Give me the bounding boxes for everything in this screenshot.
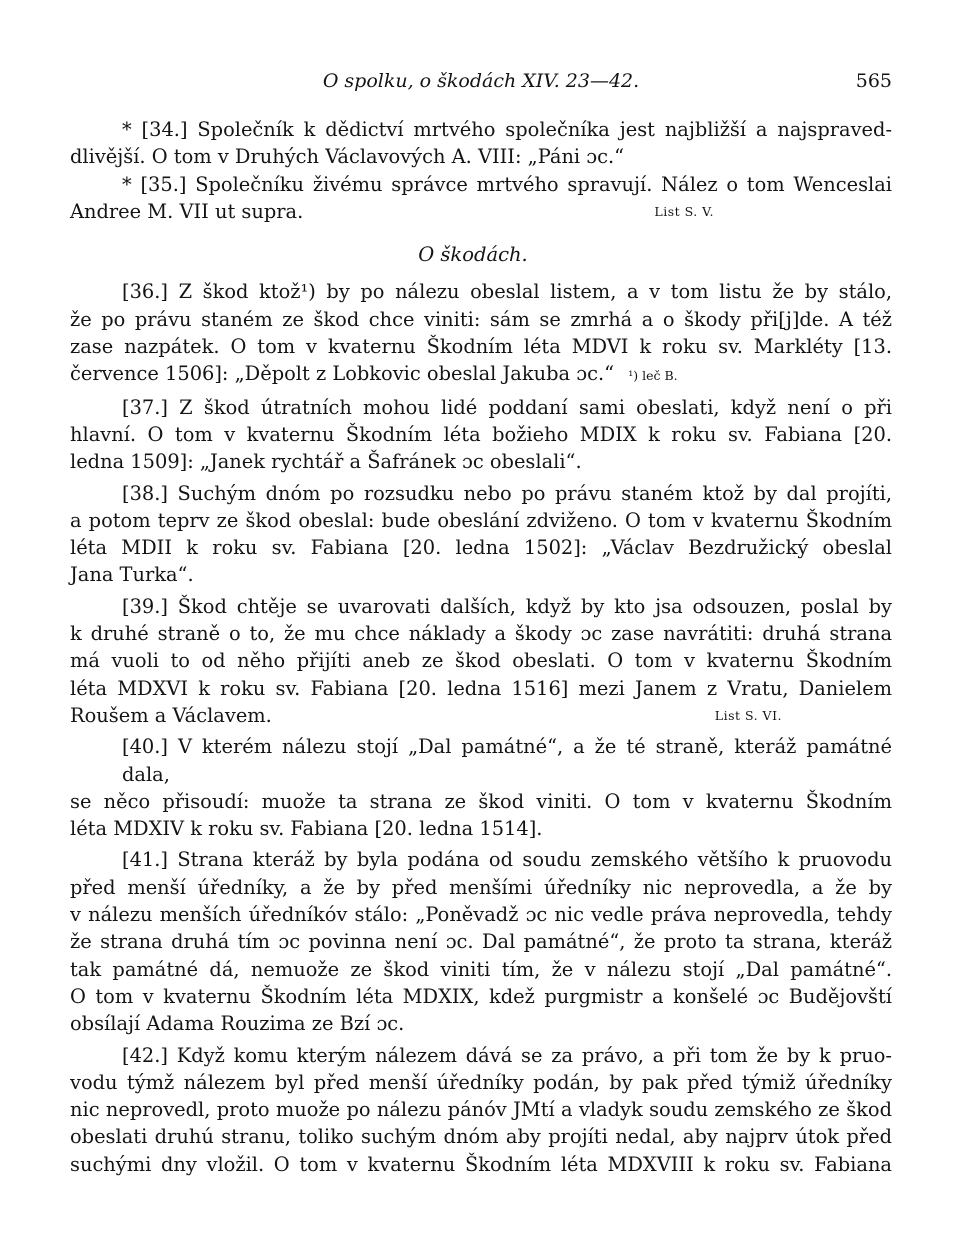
paragraph-42 (70, 1042, 892, 1178)
paragraph-39-line: [39.] Škod chtěje se uvarovati dalších, když by kto jsa odsouzen, poslal by (122, 594, 892, 618)
paragraph-41-line: [41.] Strana kteráž by byla podána od soudu zemského většího k pruovodu (122, 848, 892, 872)
paragraph-42-line: [42.] Když komu kterým nálezem dává se za právo, a při tom že by k pruo- (122, 1043, 892, 1067)
paragraph-34-line: * [34.] Společník k dědictví mrtvého společníka jest najbližší a najspraved- (122, 118, 892, 141)
paragraph-41-line: před menší úředníky, a že by před menšími úředníky nic neprovedla, a že by (70, 875, 892, 899)
section-title: O škodách. (418, 243, 528, 267)
paragraph-41 (70, 846, 892, 1037)
paragraph-41-line: že strana druhá tím ɔc povinna není ɔc. Dal památné“, že proto ta strana, kteráž (70, 930, 892, 954)
paragraph-39-line: léta MDXVI k roku sv. Fabiana [20. ledna 1516] mezi Janem z Vratu, Danielem (70, 676, 892, 700)
paragraph-42-line: suchými dny vložil. O tom v kvaternu Škodním léta MDXVIII k roku sv. Fabiana (70, 1152, 892, 1176)
paragraph-39-line: k druhé straně o to, že mu chce náklady a škody ɔc zase navrátiti: druhá strana (70, 622, 892, 646)
paragraph-42-line: nic neprovedl, proto muože po nálezu pánóv JMtí a vladyk soudu zemského ze škod (70, 1098, 892, 1122)
paragraph-42-line: vodu týmž nálezem byl před menší úředníky podán, by pak před týmiž úředníky (70, 1070, 892, 1094)
paragraph-41-line: O tom v kvaternu Škodním léta MDXIX, kdež purgmistr a konšelé ɔc Budějovští (70, 984, 892, 1008)
paragraph-42-line: obeslati druhú stranu, toliko suchým dnóm aby projíti nedal, aby najprv útok před (70, 1125, 892, 1149)
paragraph-37-line: ledna 1509]: „Janek rychtář a Šafránek ɔc obeslali“. (70, 450, 582, 474)
paragraph-37 (70, 394, 892, 476)
paragraph-39 (70, 593, 892, 729)
paragraph-38-line: [38.] Suchým dnóm po rozsudku nebo po právu staném ktož by dal projíti, (122, 481, 892, 505)
paragraph-41-line: obsílají Adama Rouzima ze Bzí ɔc. (70, 1012, 405, 1036)
paragraph-35-line-text: Andree M. VII ut supra. (70, 199, 304, 223)
paragraph-39-line: má vuoli to od něho přijíti aneb ze škod obeslati. O tom v kvaternu Škodním (70, 649, 892, 673)
paragraph-35 (70, 171, 892, 226)
paragraph-35-line (70, 198, 892, 225)
paragraph-40-line: [40.] V kterém nálezu stojí „Dal památné“, a že té straně, kteráž památné dala, (122, 735, 892, 786)
paragraph-38-line: Jana Turka“. (70, 563, 194, 587)
paragraph-34 (70, 116, 892, 171)
paragraph-36-line: že po právu staném ze škod chce viniti: sám se zmrhá a o škody při[j]de. A též (70, 307, 892, 331)
paragraph-41-line: tak památné dá, nemuože ze škod viniti tím, že v nálezu stojí „Dal památné“. (70, 957, 892, 981)
page-header (70, 60, 892, 92)
paragraph-38-line: léta MDII k roku sv. Fabiana [20. ledna 1502]: „Václav Bezdružický obeslal (70, 536, 892, 560)
paragraph-34-line: dlivější. O tom v Druhých Václavových A. VIII: „Páni ɔc.“ (70, 145, 625, 169)
document-page (70, 60, 892, 1178)
paragraph-41-line: v nálezu menších úředníkóv stálo: „Poněvadž ɔc nic vedle práva neprovedla, tehdy (70, 903, 892, 927)
paragraph-35-line: * [35.] Společníku živému správce mrtvého spravují. Nález o tom Wenceslai (122, 172, 892, 196)
marginal-list-reference: List S. VI. (714, 707, 782, 723)
paragraph-40-line: se něco přisoudí: muože ta strana ze škod viniti. O tom v kvaternu Škodním (70, 789, 892, 813)
paragraph-37-line: [37.] Z škod útratních mohou lidé poddaní sami obeslati, když není o při (122, 395, 892, 419)
paragraph-40-line: léta MDXIV k roku sv. Fabiana [20. ledna 1514]. (70, 817, 543, 841)
paragraph-36-line: zase nazpátek. O tom v kvaternu Škodním léta MDVI k roku sv. Markléty [13. (70, 335, 892, 359)
running-title: O spolku, o škodách XIV. 23—42. (322, 70, 640, 92)
footnote: ¹) leč B. (628, 368, 678, 384)
paragraph-36 (70, 278, 892, 389)
paragraph-38 (70, 480, 892, 589)
paragraph-40 (70, 733, 892, 842)
paragraph-36-line (70, 360, 892, 389)
paragraph-39-line-text: Roušem a Václavem. (70, 703, 272, 727)
paragraph-36-line: [36.] Z škod ktož¹) by po nálezu obeslal listem, a v tom listu že by stálo, (122, 280, 892, 304)
paragraph-39-line (70, 702, 892, 729)
paragraph-38-line: a potom teprv ze škod obeslal: bude obeslání zdviženo. O tom v kvaternu Škodním (70, 508, 892, 532)
page-number: 565 (855, 70, 892, 92)
marginal-list-reference: List S. V. (654, 203, 714, 219)
paragraph-36-line-text: července 1506]: „Děpolt z Lobkovic obeslal Jakuba ɔc.“ (70, 362, 615, 386)
paragraph-37-line: hlavní. O tom v kvaternu Škodním léta božieho MDIX k roku sv. Fabiana [20. (70, 422, 892, 446)
